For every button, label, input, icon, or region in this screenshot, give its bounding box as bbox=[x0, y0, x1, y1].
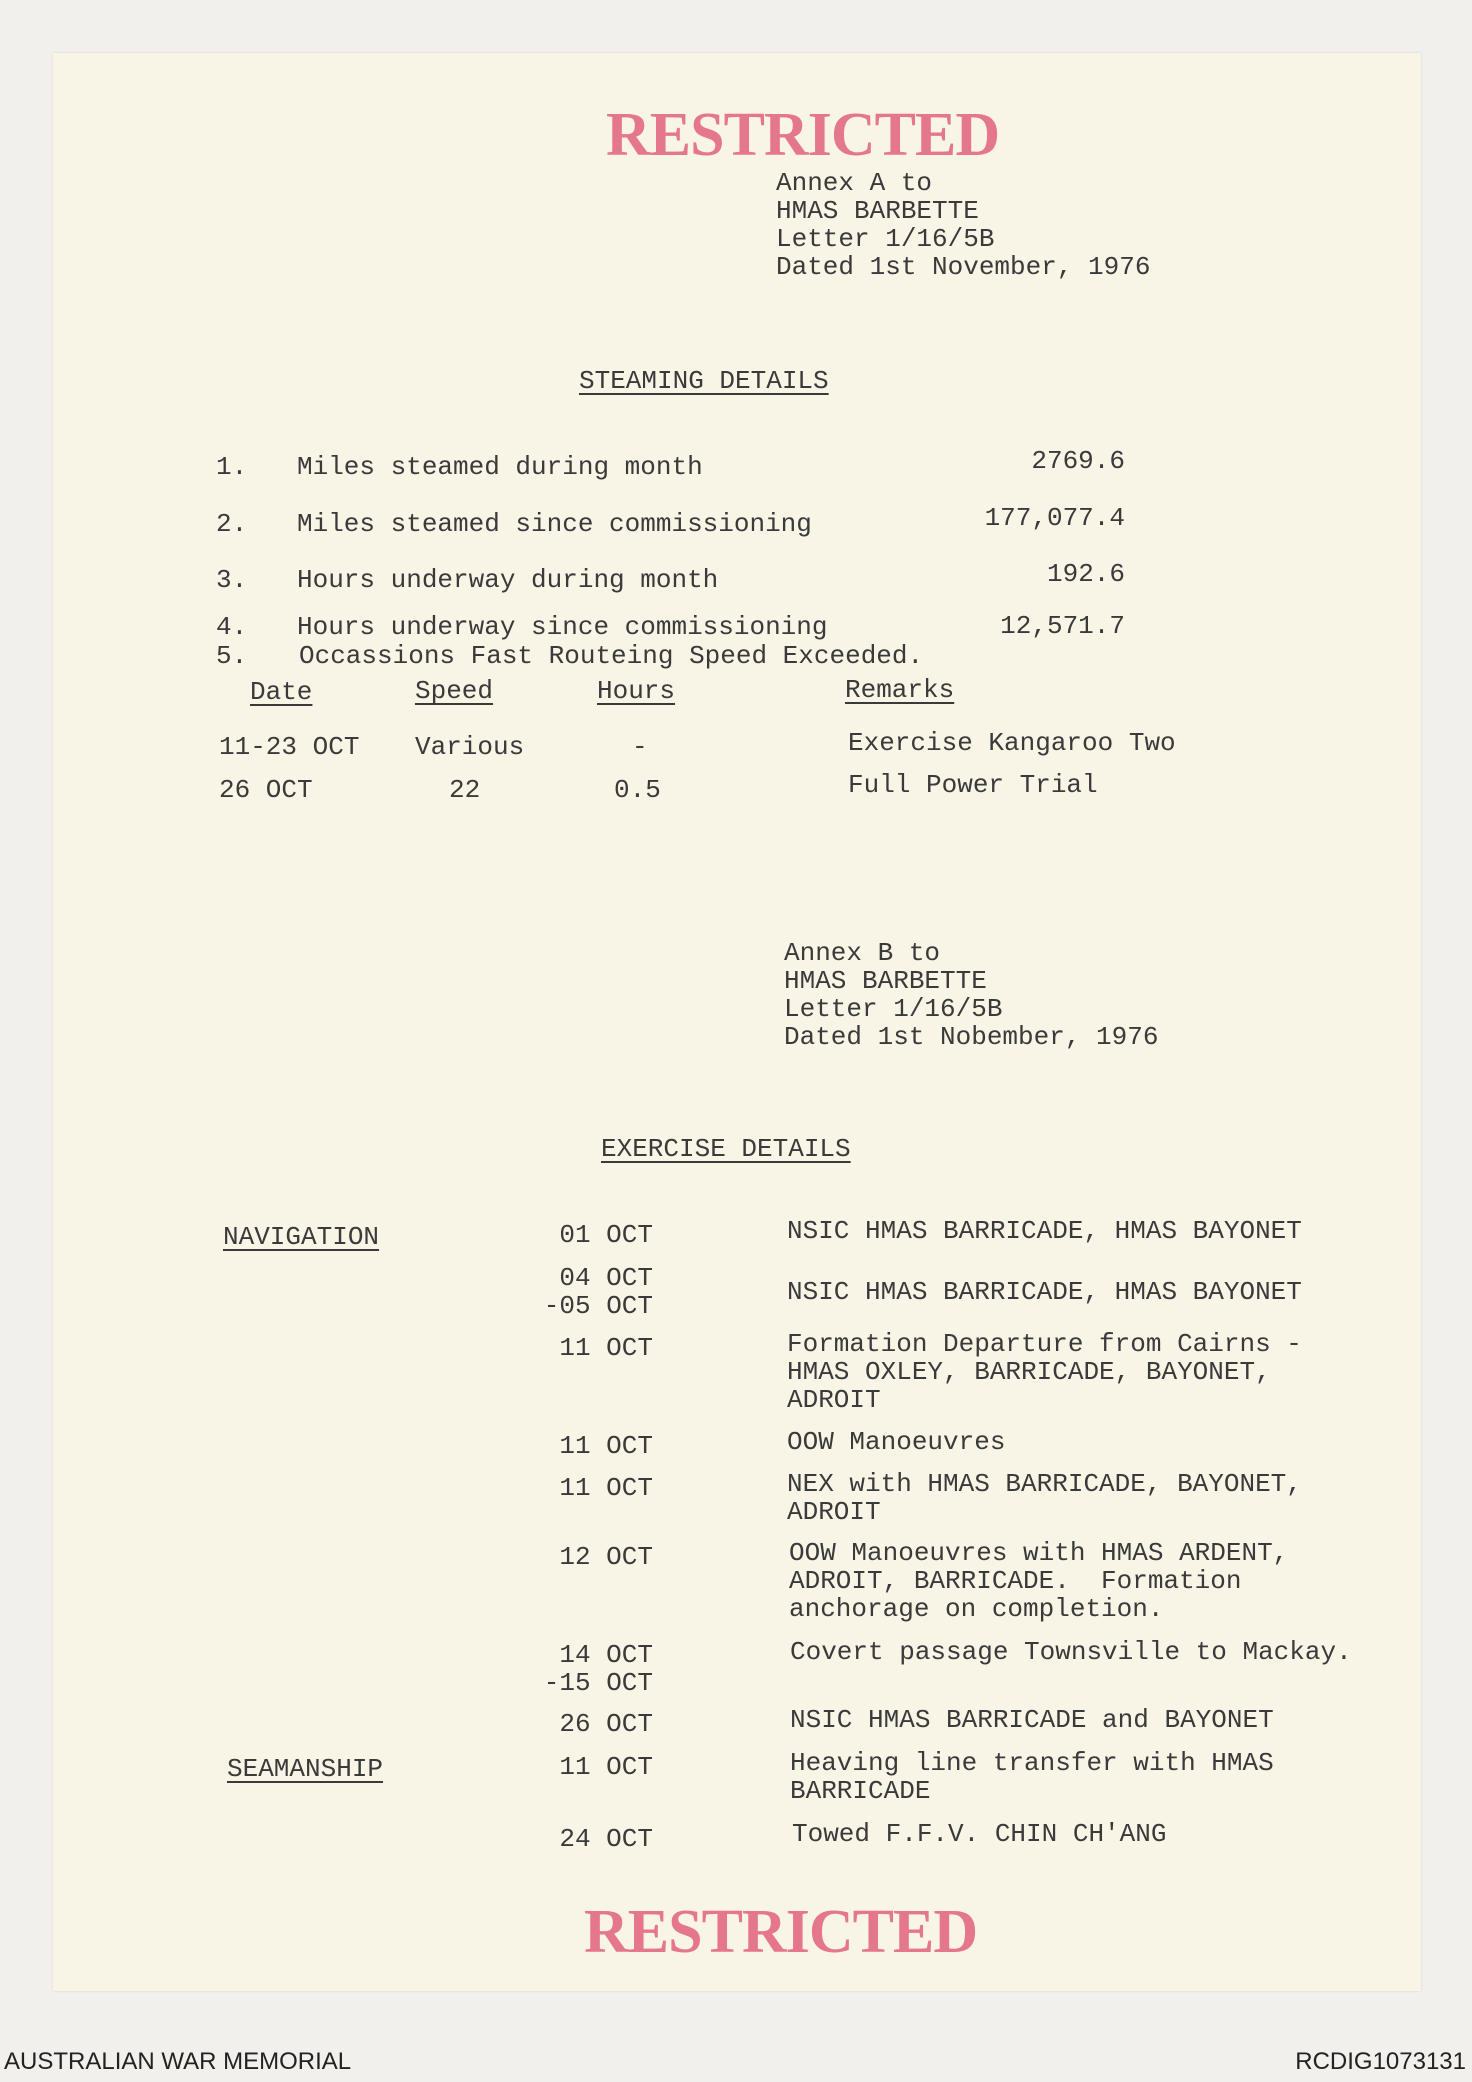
cell-remarks: Exercise Kangaroo Two bbox=[848, 728, 1176, 758]
exercise-date: 01 OCT bbox=[559, 1220, 653, 1250]
cell-date: 26 OCT bbox=[219, 775, 313, 805]
exercise-date: 24 OCT bbox=[559, 1824, 653, 1854]
category-navigation: NAVIGATION bbox=[223, 1222, 380, 1252]
footer-institution: AUSTRALIAN WAR MEMORIAL bbox=[4, 2048, 352, 2075]
exercise-date: 11 OCT bbox=[559, 1431, 653, 1461]
annex-line: HMAS BARBETTE bbox=[776, 196, 979, 226]
annex-line: Dated 1st Nobember, 1976 bbox=[784, 1022, 1159, 1052]
exercise-date: 26 OCT bbox=[559, 1709, 653, 1739]
item-value: 12,571.7 bbox=[1000, 611, 1125, 641]
exercise-desc: Heaving line transfer with HMAS BARRICADE bbox=[790, 1748, 1274, 1806]
exercise-date: 12 OCT bbox=[559, 1542, 653, 1572]
item-value: 192.6 bbox=[1046, 559, 1125, 589]
item-label: Hours underway during month bbox=[297, 565, 719, 595]
cell-remarks: Full Power Trial bbox=[848, 770, 1098, 800]
column-header-speed: Speed bbox=[415, 676, 494, 706]
cell-hours: 0.5 bbox=[614, 775, 661, 805]
exercise-desc: Towed F.F.V. CHIN CH'ANG bbox=[792, 1819, 1167, 1849]
column-header-hours: Hours bbox=[597, 676, 676, 706]
cell-hours: - bbox=[632, 732, 648, 762]
annex-line: Dated 1st November, 1976 bbox=[776, 252, 1151, 282]
item-number: 5. bbox=[216, 641, 248, 671]
item-number: 4. bbox=[216, 612, 248, 642]
annex-line: Letter 1/16/5B bbox=[784, 994, 1003, 1024]
item-label: Occassions Fast Routeing Speed Exceeded. bbox=[299, 641, 924, 671]
restricted-stamp-bottom: RESTRICTED bbox=[584, 1898, 978, 1966]
exercise-desc: OOW Manoeuvres bbox=[787, 1427, 1006, 1457]
column-header-remarks: Remarks bbox=[845, 675, 955, 705]
cell-date: 11-23 OCT bbox=[219, 732, 360, 762]
exercise-date: 11 OCT bbox=[559, 1333, 653, 1363]
exercise-date: 11 OCT bbox=[559, 1473, 653, 1503]
exercise-date: 14 OCT -15 OCT bbox=[543, 1640, 653, 1698]
column-header-date: Date bbox=[250, 677, 313, 707]
annex-line: Annex B to bbox=[784, 938, 941, 968]
item-label: Miles steamed since commissioning bbox=[297, 509, 812, 539]
category-seamanship: SEAMANSHIP bbox=[227, 1754, 384, 1784]
item-label: Miles steamed during month bbox=[297, 452, 703, 482]
cell-speed: 22 bbox=[449, 775, 481, 805]
document-page bbox=[53, 53, 1421, 1991]
item-number: 1. bbox=[216, 452, 248, 482]
steaming-details-title: STEAMING DETAILS bbox=[579, 366, 829, 396]
restricted-stamp-top: RESTRICTED bbox=[606, 101, 1000, 169]
exercise-date: 11 OCT bbox=[559, 1752, 653, 1782]
exercise-desc: Formation Departure from Cairns - HMAS OXLEY, BARRICADE, BAYONET, ADROIT bbox=[787, 1329, 1302, 1415]
exercise-desc: NSIC HMAS BARRICADE and BAYONET bbox=[790, 1705, 1274, 1735]
exercise-desc: NSIC HMAS BARRICADE, HMAS BAYONET bbox=[787, 1216, 1302, 1246]
item-value: 177,077.4 bbox=[984, 503, 1125, 533]
exercise-desc: Covert passage Townsville to Mackay. bbox=[790, 1637, 1352, 1667]
item-label: Hours underway since commissioning bbox=[297, 612, 828, 642]
cell-speed: Various bbox=[415, 732, 525, 762]
annex-line: Letter 1/16/5B bbox=[776, 224, 995, 254]
exercise-desc: NEX with HMAS BARRICADE, BAYONET, ADROIT bbox=[787, 1469, 1302, 1527]
exercise-desc: OOW Manoeuvres with HMAS ARDENT, ADROIT, BARRICADE. Formation anchorage on completion. bbox=[789, 1538, 1289, 1624]
exercise-date: 04 OCT -05 OCT bbox=[543, 1263, 653, 1321]
exercise-desc: NSIC HMAS BARRICADE, HMAS BAYONET bbox=[787, 1277, 1302, 1307]
item-number: 2. bbox=[216, 509, 248, 539]
annex-line: HMAS BARBETTE bbox=[784, 966, 987, 996]
item-number: 3. bbox=[216, 565, 248, 595]
item-value: 2769.6 bbox=[1031, 446, 1125, 476]
annex-line: Annex A to bbox=[776, 168, 933, 198]
footer-catalog-id: RCDIG1073131 bbox=[1295, 2048, 1466, 2075]
exercise-details-title: EXERCISE DETAILS bbox=[601, 1134, 851, 1164]
